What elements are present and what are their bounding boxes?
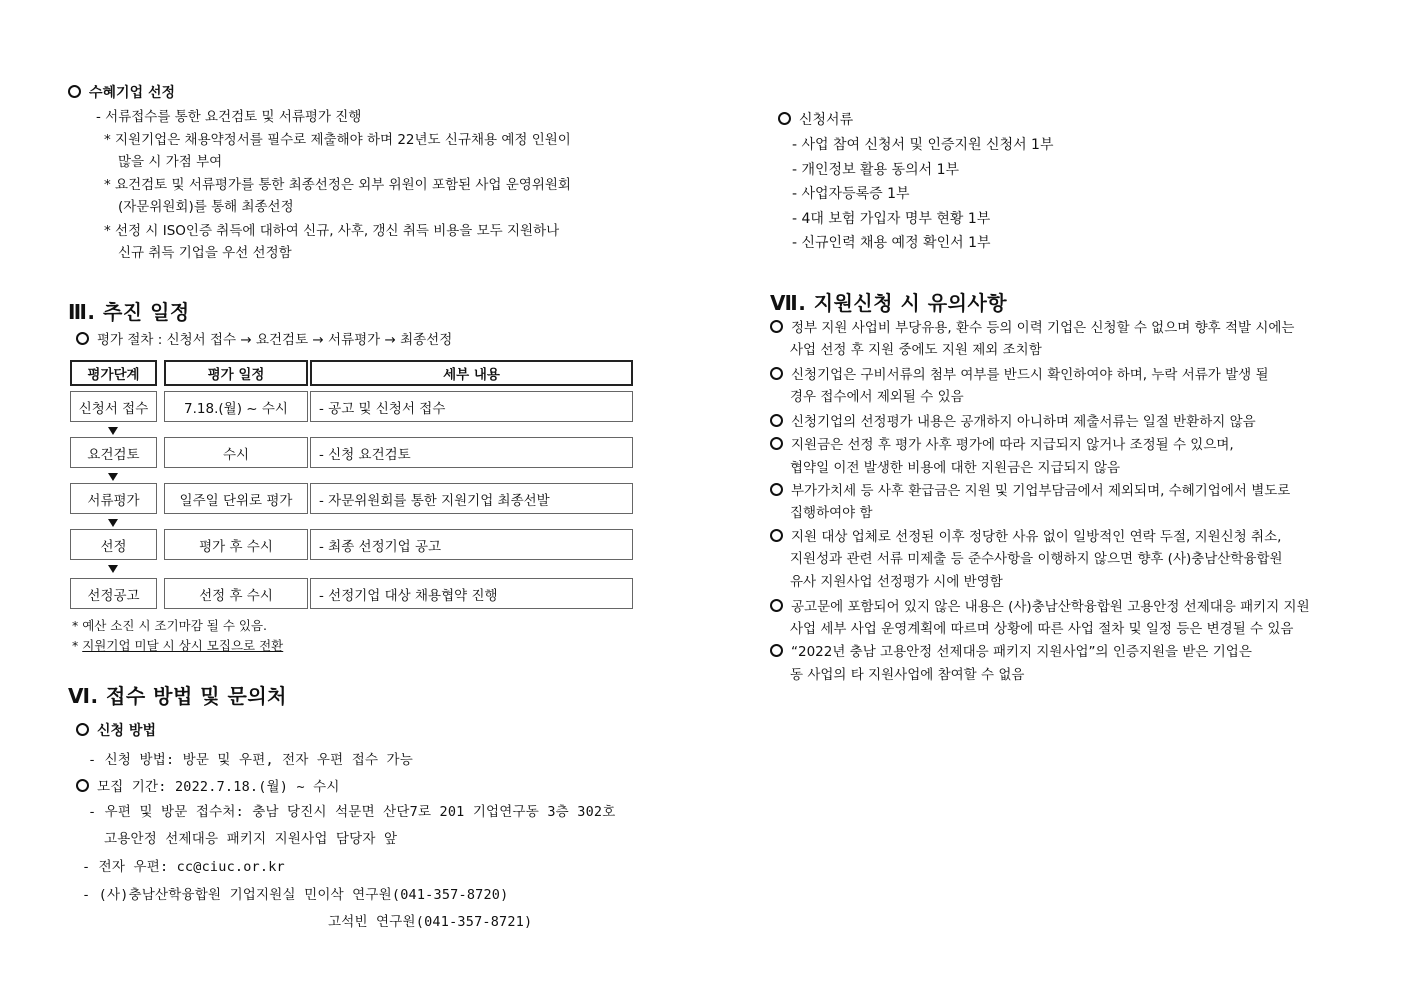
down-arrow-icon	[108, 473, 118, 481]
docs-heading: 신청서류	[778, 111, 853, 129]
down-arrow-icon	[108, 519, 118, 527]
table-cell-stage: 신청서 접수	[70, 391, 157, 422]
apply-method: - 신청 방법: 방문 및 우편, 전자 우편 접수 가능	[88, 752, 414, 768]
section-6-title: Ⅵ. 접수 방법 및 문의처	[68, 684, 287, 708]
caution-item: “2022년 충남 고용안정 선제대응 패키지 지원사업”의 인증지원을 받은 기업은	[770, 643, 1252, 661]
section-3-title: Ⅲ. 추진 일정	[68, 300, 190, 324]
caution-item: 지원금은 선정 후 평가 사후 평가에 따라 지급되지 않거나 조정될 수 있으며,	[770, 436, 1234, 454]
eval-process: 평가 절차 : 신청서 접수 → 요건검토 → 서류평가 → 최종선정	[76, 331, 452, 349]
circle-bullet-icon	[76, 779, 89, 792]
circle-bullet-icon	[770, 483, 783, 496]
caution-item: 공고문에 포함되어 있지 않은 내용은 (사)충남산학융합원 고용안정 선제대응 패키지 지원	[770, 598, 1310, 616]
caution-item-cont: 집행하여야 함	[790, 505, 873, 521]
table-cell-schedule: 평가 후 수시	[164, 529, 308, 560]
caution-item-cont: 협약일 이전 발생한 비용에 대한 지원금은 지급되지 않음	[790, 460, 1120, 476]
circle-bullet-icon	[76, 723, 89, 736]
caution-item: 지원 대상 업체로 선정된 이후 정당한 사유 없이 일방적인 연락 두절, 지원신청 취소,	[770, 528, 1281, 546]
table-cell-schedule: 수시	[164, 437, 308, 468]
table-cell-detail: - 신청 요건검토	[310, 437, 633, 468]
table-cell-detail: - 자문위원회를 통한 지원기업 최종선발	[310, 483, 633, 514]
table-cell-schedule: 일주일 단위로 평가	[164, 483, 308, 514]
note: * 지원기업 미달 시 상시 모집으로 전환	[72, 638, 284, 653]
caution-item: 신청기업은 구비서류의 첨부 여부를 반드시 확인하여야 하며, 누락 서류가 발생 될	[770, 366, 1269, 384]
table-header: 평가단계	[70, 360, 157, 386]
table-header: 세부 내용	[310, 360, 633, 386]
selection-item: 신규 취득 기업을 우선 선정함	[118, 245, 292, 261]
circle-bullet-icon	[770, 320, 783, 333]
recruit-period: 모집 기간: 2022.7.18.(월) ~ 수시	[76, 775, 340, 795]
caution-item-cont: 사업 세부 사업 운영계획에 따르며 상황에 따른 사업 절차 및 일정 등은 변경될 수 있음	[790, 621, 1294, 637]
circle-bullet-icon	[68, 85, 81, 98]
contact-email[interactable]: - 전자 우편: cc@ciuc.or.kr	[82, 859, 285, 875]
table-cell-detail: - 선정기업 대상 채용협약 진행	[310, 578, 633, 609]
contact-line: 고석빈 연구원(041-357-8721)	[328, 914, 533, 930]
caution-item-cont: 동 사업의 타 지원사업에 참여할 수 없음	[790, 667, 1025, 683]
docs-item: - 4대 보험 가입자 명부 현황 1부	[792, 211, 991, 227]
section-7-title: Ⅶ. 지원신청 시 유의사항	[770, 291, 1008, 315]
down-arrow-icon	[108, 565, 118, 573]
contact-line: 고용안정 선제대응 패키지 지원사업 담당자 앞	[104, 831, 398, 847]
circle-bullet-icon	[76, 332, 89, 345]
table-cell-schedule: 선정 후 수시	[164, 578, 308, 609]
caution-item: 정부 지원 사업비 부당유용, 환수 등의 이력 기업은 신청할 수 없으며 향후 적발 시에는	[770, 319, 1294, 337]
note: * 예산 소진 시 조기마감 될 수 있음.	[72, 618, 268, 633]
down-arrow-icon	[108, 427, 118, 435]
circle-bullet-icon	[770, 599, 783, 612]
selection-item: (자문위원회)를 통해 최종선정	[118, 199, 294, 215]
selection-item: 많을 시 가점 부여	[118, 154, 223, 170]
caution-item: 신청기업의 선정평가 내용은 공개하지 아니하며 제출서류는 일절 반환하지 않음	[770, 413, 1256, 431]
caution-item: 부가가치세 등 사후 환급금은 지원 및 기업부담금에서 제외되며, 수혜기업에서 별도로	[770, 482, 1290, 500]
table-cell-stage: 요건검토	[70, 437, 157, 468]
caution-item-cont: 지원성과 관련 서류 미제출 등 준수사항을 이행하지 않으면 향후 (사)충남산학융합원	[790, 551, 1283, 567]
table-cell-stage: 서류평가	[70, 483, 157, 514]
table-cell-stage: 선정공고	[70, 578, 157, 609]
table-cell-detail: - 최종 선정기업 공고	[310, 529, 633, 560]
apply-method-heading: 신청 방법	[76, 722, 156, 740]
table-cell-stage: 선정	[70, 529, 157, 560]
docs-item: - 사업자등록증 1부	[792, 186, 910, 202]
contact-line: - (사)충남산학융합원 기업지원실 민이삭 연구원(041-357-8720)	[82, 887, 509, 903]
circle-bullet-icon	[778, 112, 791, 125]
docs-item: - 신규인력 채용 예정 확인서 1부	[792, 235, 991, 251]
selection-item: - 서류접수를 통한 요건검토 및 서류평가 진행	[96, 109, 362, 125]
selection-item: * 선정 시 ISO인증 취득에 대하여 신규, 사후, 갱신 취득 비용을 모두 지원하나	[104, 223, 560, 239]
caution-item-cont: 유사 지원사업 선정평가 시에 반영함	[790, 574, 1003, 590]
circle-bullet-icon	[770, 367, 783, 380]
caution-item-cont: 경우 접수에서 제외될 수 있음	[790, 389, 964, 405]
circle-bullet-icon	[770, 437, 783, 450]
selection-item: * 요건검토 및 서류평가를 통한 최종선정은 외부 위원이 포함된 사업 운영위원회	[104, 177, 571, 193]
circle-bullet-icon	[770, 644, 783, 657]
docs-item: - 사업 참여 신청서 및 인증지원 신청서 1부	[792, 137, 1054, 153]
table-header: 평가 일정	[164, 360, 308, 386]
table-cell-detail: - 공고 및 신청서 접수	[310, 391, 633, 422]
selection-item: * 지원기업은 채용약정서를 필수로 제출해야 하며 22년도 신규채용 예정 인원이	[104, 132, 571, 148]
contact-line: - 우편 및 방문 접수처: 충남 당진시 석문면 산단7로 201 기업연구동 3층 302호	[88, 804, 616, 820]
table-cell-schedule: 7.18.(월) ~ 수시	[164, 391, 308, 422]
circle-bullet-icon	[770, 529, 783, 542]
circle-bullet-icon	[770, 414, 783, 427]
selection-heading: 수혜기업 선정	[68, 84, 175, 102]
caution-item-cont: 사업 선정 후 지원 중에도 지원 제외 조치함	[790, 342, 1042, 358]
docs-item: - 개인정보 활용 동의서 1부	[792, 162, 959, 178]
